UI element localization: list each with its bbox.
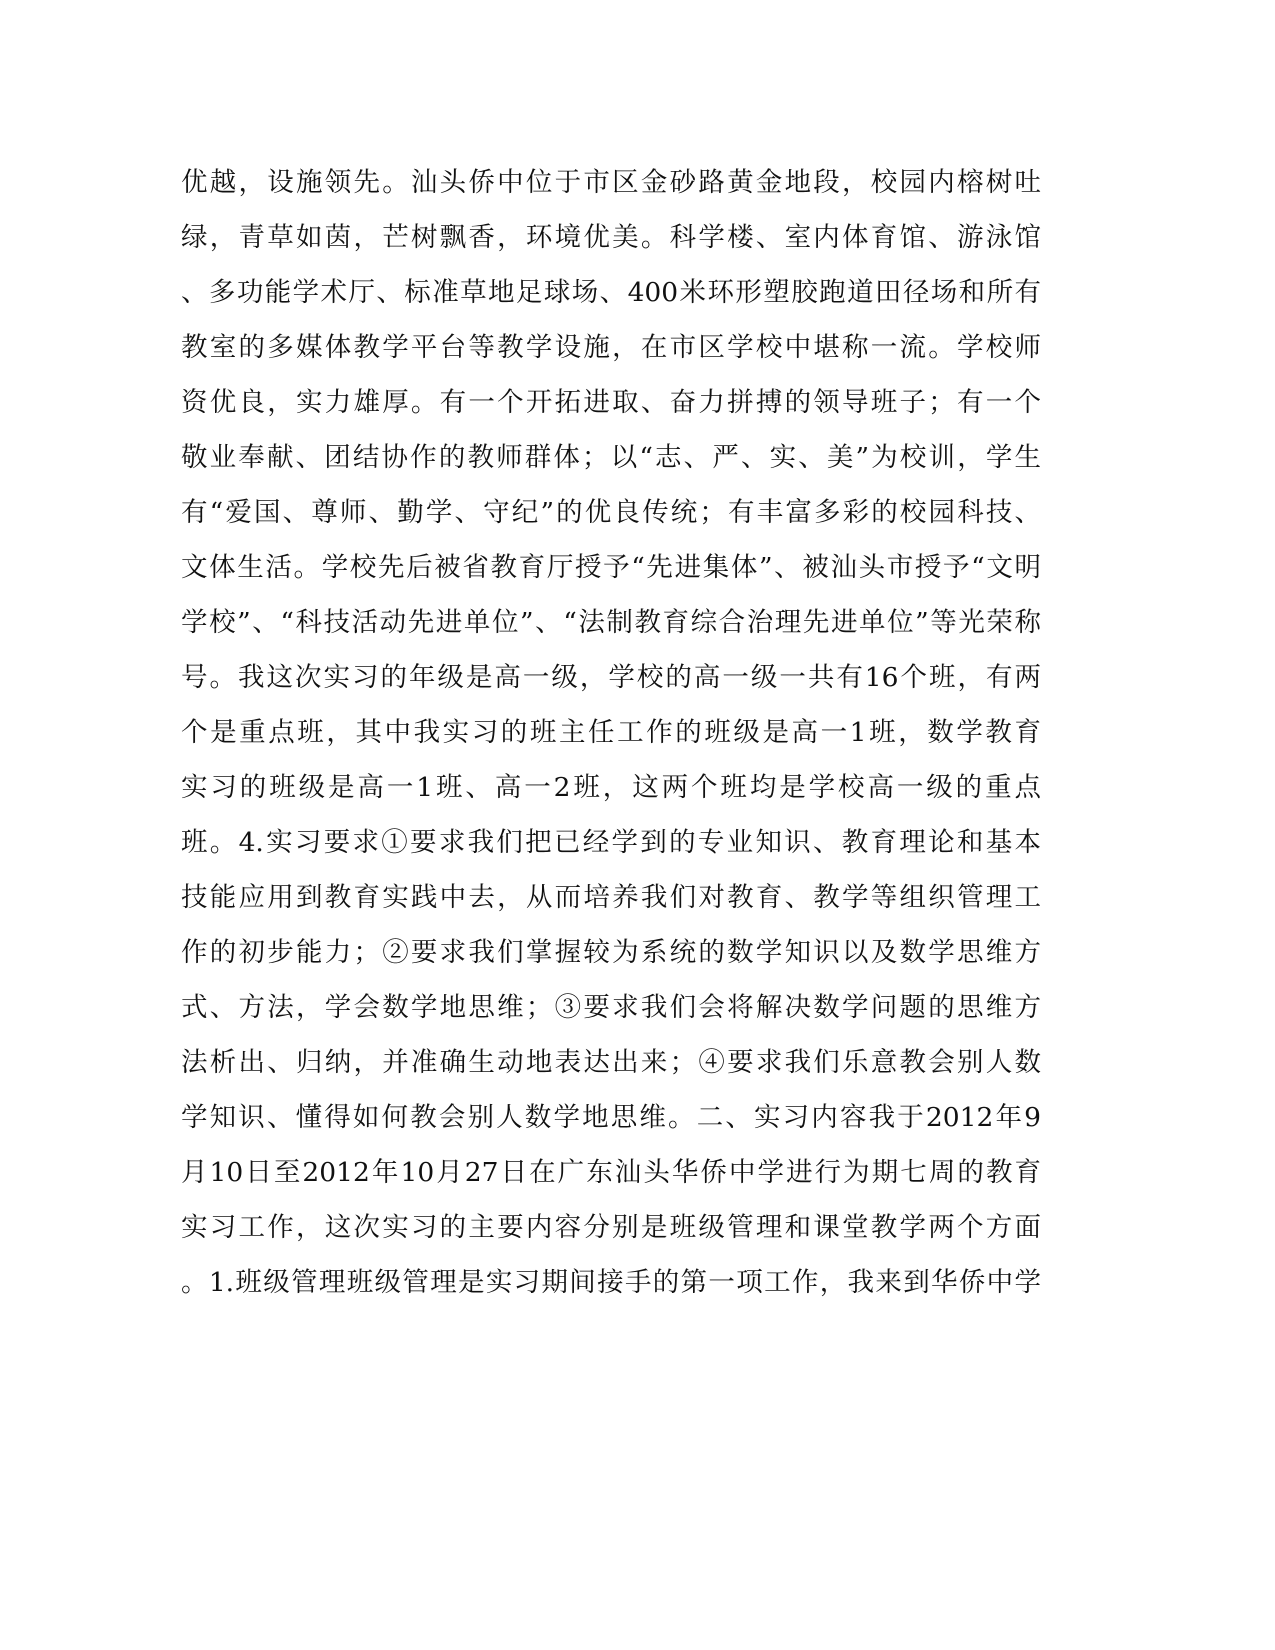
text-line: 学知识、懂得如何教会别人数学地思维。二、实习内容我于2012年9	[181, 1102, 1041, 1133]
text-line: 实习工作，这次实习的主要内容分别是班级管理和课堂教学两个方面	[181, 1212, 1041, 1243]
text-line: 月10日至2012年10月27日在广东汕头华侨中学进行为期七周的教育	[181, 1157, 1041, 1188]
text-line: 学校”、“科技活动先进单位”、“法制教育综合治理先进单位”等光荣称	[181, 607, 1041, 638]
text-line: 教室的多媒体教学平台等教学设施，在市区学校中堪称一流。学校师	[181, 332, 1041, 363]
text-line: 法析出、归纳，并准确生动地表达出来；④要求我们乐意教会别人数	[181, 1047, 1041, 1078]
text-line: 个是重点班，其中我实习的班主任工作的班级是高一1班，数学教育	[181, 717, 1041, 748]
text-line: 、多功能学术厅、标准草地足球场、400米环形塑胶跑道田径场和所有	[181, 277, 1041, 308]
text-line: 绿，青草如茵，芒树飘香，环境优美。科学楼、室内体育馆、游泳馆	[181, 222, 1041, 253]
text-line: 班。4.实习要求①要求我们把已经学到的专业知识、教育理论和基本	[181, 827, 1041, 858]
text-line: 有“爱国、尊师、勤学、守纪”的优良传统；有丰富多彩的校园科技、	[181, 497, 1041, 528]
text-line: 技能应用到教育实践中去，从而培养我们对教育、教学等组织管理工	[181, 882, 1041, 913]
text-line: 优越，设施领先。汕头侨中位于市区金砂路黄金地段，校园内榕树吐	[181, 167, 1041, 198]
body-text	[181, 160, 1041, 1315]
text-line: 。1.班级管理班级管理是实习期间接手的第一项工作，我来到华侨中学	[181, 1267, 1041, 1298]
text-line: 作的初步能力；②要求我们掌握较为系统的数学知识以及数学思维方	[181, 937, 1041, 968]
text-line: 文体生活。学校先后被省教育厅授予“先进集体”、被汕头市授予“文明	[181, 552, 1041, 583]
text-line: 敬业奉献、团结协作的教师群体；以“志、严、实、美”为校训，学生	[181, 442, 1041, 473]
text-line: 资优良，实力雄厚。有一个开拓进取、奋力拼搏的领导班子；有一个	[181, 387, 1041, 418]
text-line: 号。我这次实习的年级是高一级，学校的高一级一共有16个班，有两	[181, 662, 1041, 693]
text-line: 式、方法，学会数学地思维；③要求我们会将解决数学问题的思维方	[181, 992, 1041, 1023]
text-line: 实习的班级是高一1班、高一2班，这两个班均是学校高一级的重点	[181, 772, 1041, 803]
